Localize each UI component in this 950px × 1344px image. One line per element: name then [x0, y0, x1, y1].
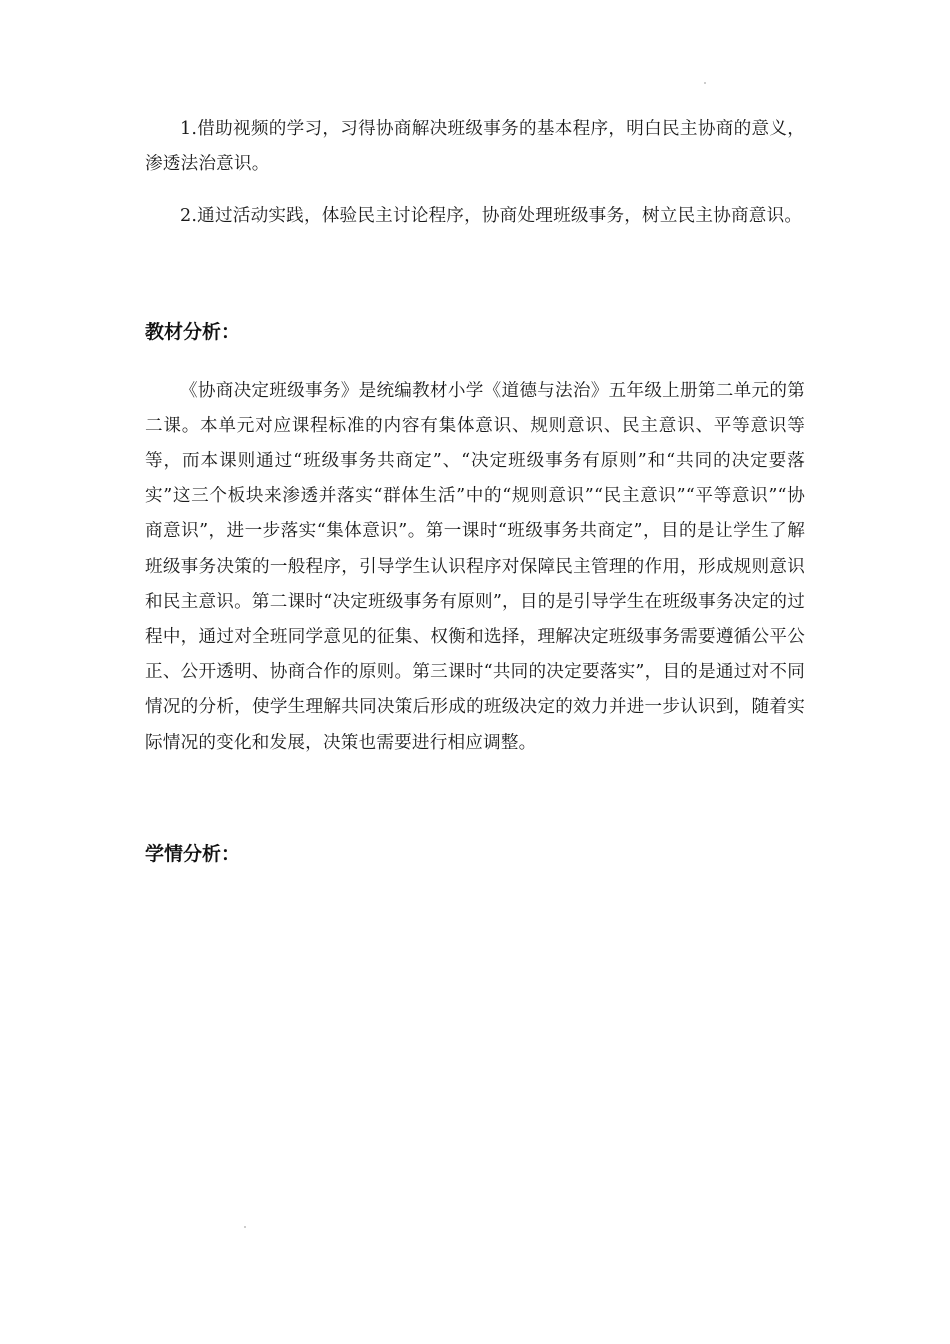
objective-1: 1.借助视频的学习，习得协商解决班级事务的基本程序，明白民主协商的意义，渗透法治意识。: [145, 119, 805, 175]
student-analysis-heading: 学情分析：: [145, 842, 241, 865]
objective-2: 2.通过活动实践，体验民主讨论程序，协商处理班级事务，树立民主协商意识。: [180, 206, 803, 227]
document-content: [145, 112, 805, 866]
textbook-analysis-body: 《协商决定班级事务》是统编教材小学《道德与法治》五年级上册第二单元的第二课。本单元对应课程标准的内容有集体意识、规则意识、民主意识、平等意识等等，而本课则通过“班级事务共商定”、“决定班级事务有原则”和“共同的决定要落实”这三个板块来渗透并落实“群体生活”中的“规则意识”“民主意识”“平等意识”“协商意识”，进一步落实“集体意识”。第一课时“班级事务共商定”，目的是让学生了解班级事务决策的一般程序，引导学生认识程序对保障民主管理的作用，形成规则意识和民主意识。第二课时“决定班级事务有原则”，目的是引导学生在班级事务决定的过程中，通过对全班同学意见的征集、权衡和选择，理解决定班级事务需要遵循公平公正、公开透明、协商合作的原则。第三课时“共同的决定要落实”，目的是通过对不同情况的分析，使学生理解共同决策后形成的班级决定的效力并进一步认识到，随着实际情况的变化和发展，决策也需要进行相应调整。: [145, 380, 805, 753]
scan-speck: [704, 82, 706, 84]
scan-speck: [244, 1226, 246, 1228]
textbook-analysis-heading: 教材分析：: [145, 320, 241, 343]
